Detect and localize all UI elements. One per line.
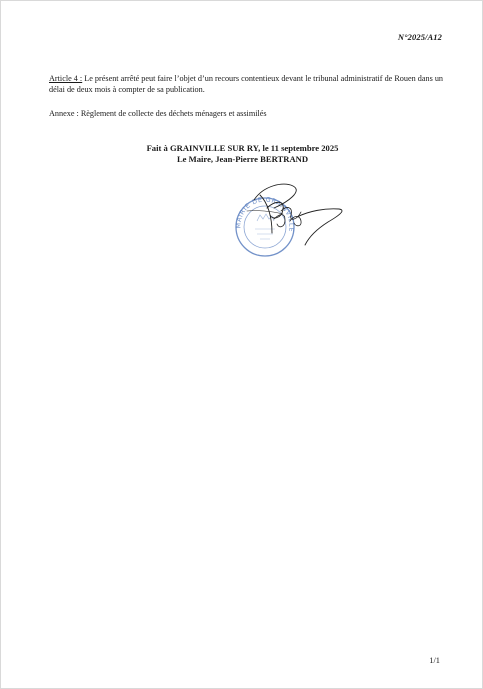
svg-text:MAIRIE DE GRAINVILLE: MAIRIE DE GRAINVILLE (234, 195, 296, 233)
document-reference-number: N°2025/A12 (397, 32, 442, 42)
page-number: 1/1 (429, 656, 440, 665)
town-hall-stamp (234, 195, 295, 256)
place-and-date: Fait à GRAINVILLE SUR RY, le 11 septembre 2025 (146, 143, 339, 153)
annex-line: Annexe : Règlement de collecte des déchets ménagers et assimilés (49, 109, 267, 118)
article-4-paragraph (49, 73, 443, 95)
article-text: Le présent arrêté peut faire l’objet d’un recours contentieux devant le tribunal administratif de Rouen dans un délai de deux mois à compter de sa publication. (49, 74, 444, 94)
signatory-name: Le Maire, Jean-Pierre BERTRAND (176, 154, 309, 164)
mayor-signature (247, 184, 342, 245)
official-seal-and-signature (227, 177, 351, 269)
article-label: Article 4 : (49, 74, 83, 83)
